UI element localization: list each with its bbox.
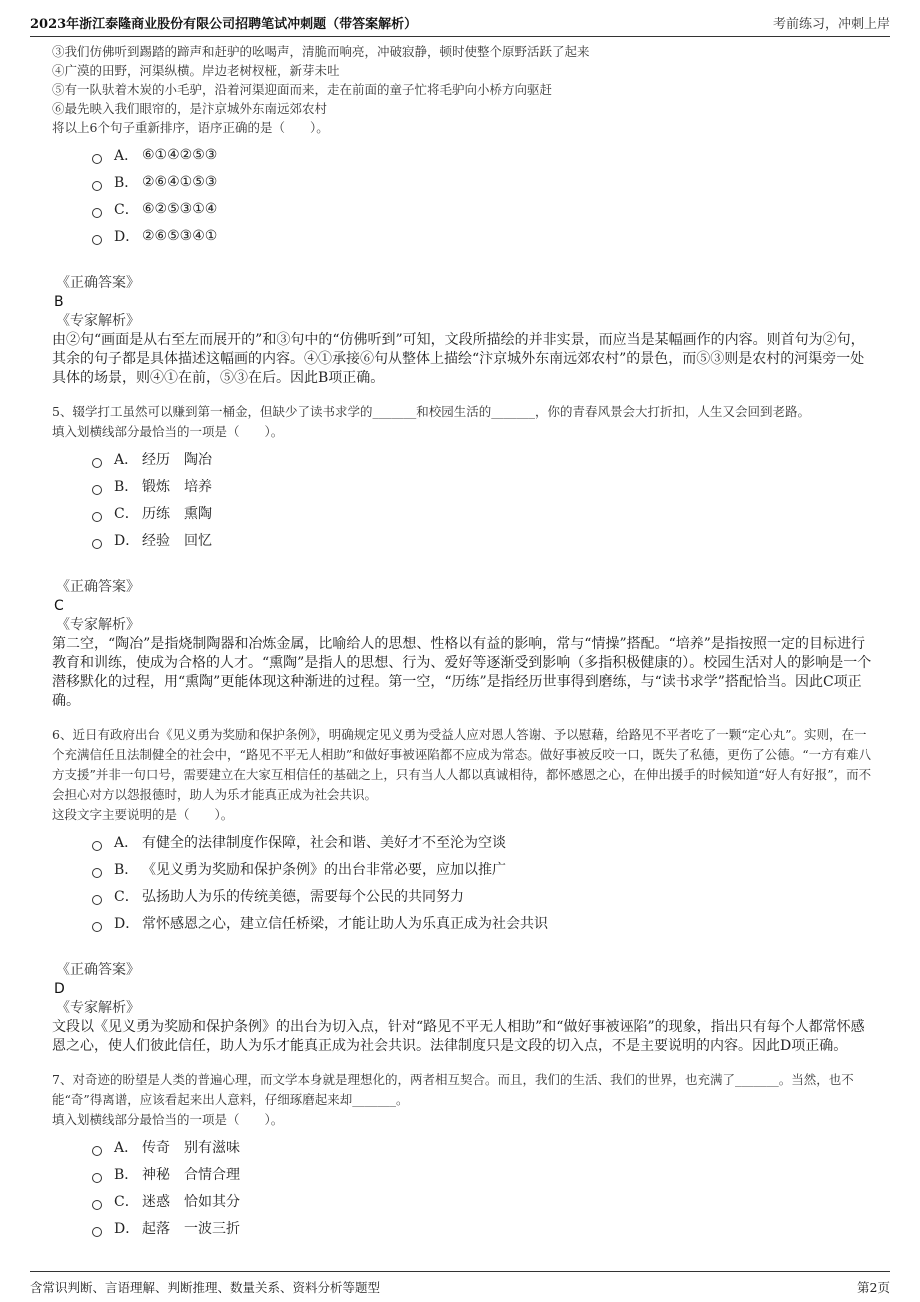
- answer-label: 《正确答案》: [56, 962, 140, 978]
- radio-icon[interactable]: [92, 841, 102, 851]
- q4-options: [92, 141, 872, 249]
- q7-option-c[interactable]: C． 迷惑 恰如其分: [92, 1187, 872, 1214]
- answer-value: C: [54, 598, 64, 614]
- q4-option-a[interactable]: A． ⑥①④②⑤③: [92, 141, 872, 168]
- q7-option-b[interactable]: B． 神秘 合情合理: [92, 1160, 872, 1187]
- radio-icon[interactable]: [92, 895, 102, 905]
- q5-stem: 5、辍学打工虽然可以赚到第一桶金，但缺少了读书求学的_______和校园生活的_______，你的青春风景会大打折扣，人生又会回到老路。: [52, 404, 810, 419]
- radio-icon[interactable]: [92, 512, 102, 522]
- q4-option-b[interactable]: B． ②⑥④①⑤③: [92, 168, 872, 195]
- page-header: [30, 8, 890, 37]
- radio-icon[interactable]: [92, 154, 102, 164]
- question-6: [52, 725, 872, 1056]
- q6-option-a[interactable]: A． 有健全的法律制度作保障，社会和谐、美好才不至沦为空谈: [92, 828, 872, 855]
- answer-label: 《正确答案》: [56, 275, 140, 291]
- question-7: [52, 1070, 872, 1241]
- q4-line: ③我们仿佛听到踢踏的蹄声和赶驴的吆喝声，清脆而响亮，冲破寂静，顿时使整个原野活跃了起来: [52, 44, 590, 59]
- radio-icon[interactable]: [92, 485, 102, 495]
- document-title: 2023年浙江泰隆商业股份有限公司招聘笔试冲刺题（带答案解析）: [30, 17, 418, 32]
- q6-option-d[interactable]: D． 常怀感恩之心，建立信任桥梁，才能让助人为乐真正成为社会共识: [92, 909, 872, 936]
- q6-stem: 6、近日有政府出台《见义勇为奖励和保护条例》，明确规定见义勇为受益人应对恩人答谢、予以慰藉，给路见不平者吃了一颗“定心丸”。实则，在一个充满信任且法制健全的社会中，“路见不平无人相助”和做好事被诬陷都不应成为常态。做好事被反咬一口，既失了私德，更伤了公德。“一方有难八方支援”并非一句口号，需要建立在大家互相信任的基础之上，只有当人人都以真诚相待，都怀感恩之心，在伸出援手的时候知道“好人有好报”，而不会担心对方以怨报德时，助人为乐才能真正成为社会共识。: [52, 727, 872, 802]
- answer-value: D: [54, 981, 65, 997]
- q5-option-a[interactable]: A． 经历 陶冶: [92, 445, 872, 472]
- q6-answer-block: [52, 960, 872, 1056]
- q5-option-d[interactable]: D． 经验 回忆: [92, 526, 872, 553]
- radio-icon[interactable]: [92, 1146, 102, 1156]
- analysis-text: 第二空，“陶冶”是指烧制陶器和冶炼金属，比喻给人的思想、性格以有益的影响，常与“情操”搭配。“培养”是指按照一定的目标进行教育和训练，使成为合格的人才。“熏陶”是指人的思想、行为、爱好等逐渐受到影响（多指积极健康的）。校园生活对人的影响是一个潜移默化的过程，用“熏陶”更能体现这种渐进的过程。第一空，“历练”是指经历世事得到磨练，与“读书求学”搭配恰当。因此C项正确。: [52, 636, 872, 709]
- q7-option-a[interactable]: A． 传奇 别有滋味: [92, 1133, 872, 1160]
- q4-line: ④广漠的田野，河渠纵横。岸边老树杈桠，新芽未吐: [52, 63, 340, 78]
- question-4: [52, 42, 872, 388]
- q7-option-d[interactable]: D． 起落 一波三折: [92, 1214, 872, 1241]
- question-5: [52, 402, 872, 711]
- radio-icon[interactable]: [92, 1173, 102, 1183]
- radio-icon[interactable]: [92, 181, 102, 191]
- analysis-label: 《专家解析》: [56, 617, 140, 633]
- radio-icon[interactable]: [92, 458, 102, 468]
- q6-prompt: 这段文字主要说明的是（ ）。: [52, 807, 234, 822]
- q4-option-c[interactable]: C． ⑥②⑤③①④: [92, 195, 872, 222]
- radio-icon[interactable]: [92, 868, 102, 878]
- q4-line: ⑤有一队驮着木炭的小毛驴，沿着河渠迎面而来，走在前面的童子忙将毛驴向小桥方向驱赶: [52, 82, 553, 97]
- q4-line: ⑥最先映入我们眼帘的，是汴京城外东南远郊农村: [52, 101, 328, 116]
- analysis-label: 《专家解析》: [56, 313, 140, 329]
- q5-option-c[interactable]: C． 历练 熏陶: [92, 499, 872, 526]
- analysis-label: 《专家解析》: [56, 1000, 140, 1016]
- q6-option-b[interactable]: B． 《见义勇为奖励和保护条例》的出台非常必要，应加以推广: [92, 855, 872, 882]
- radio-icon[interactable]: [92, 208, 102, 218]
- q7-stem: 7、对奇迹的盼望是人类的普遍心理，而文学本身就是理想化的，两者相互契合。而且，我们的生活、我们的世界，也充满了_______。当然，也不能“奇”得离谱，应该看起来出人意料，仔细琢磨起来却_______。: [52, 1072, 854, 1107]
- q4-option-d[interactable]: D． ②⑥⑤③④①: [92, 222, 872, 249]
- radio-icon[interactable]: [92, 235, 102, 245]
- q5-answer-block: [52, 577, 872, 711]
- page-footer: [30, 1271, 890, 1302]
- q6-option-c[interactable]: C． 弘扬助人为乐的传统美德，需要每个公民的共同努力: [92, 882, 872, 909]
- analysis-text: 文段以《见义勇为奖励和保护条例》的出台为切入点，针对“路见不平无人相助”和“做好事被诬陷”的现象，指出只有每个人都常怀感恩之心，使人们彼此信任，助人为乐才能真正成为社会共识。法律制度只是文段的切入点，不是主要说明的内容。因此D项正确。: [52, 1019, 865, 1054]
- footer-topics: 含常识判断、言语理解、判断推理、数量关系、资料分析等题型: [30, 1280, 381, 1295]
- answer-label: 《正确答案》: [56, 579, 140, 595]
- q5-option-b[interactable]: B． 锻炼 培养: [92, 472, 872, 499]
- q4-answer-block: [52, 273, 872, 388]
- q7-options: [92, 1133, 872, 1241]
- q5-options: [92, 445, 872, 553]
- page-content: [52, 42, 872, 1241]
- answer-value: B: [54, 294, 64, 310]
- page-number: 第2页: [857, 1280, 890, 1295]
- header-slogan: 考前练习，冲刺上岸: [772, 17, 890, 32]
- q4-prompt: 将以上6个句子重新排序，语序正确的是（ ）。: [52, 120, 329, 135]
- radio-icon[interactable]: [92, 1200, 102, 1210]
- radio-icon[interactable]: [92, 1227, 102, 1237]
- analysis-text: 由②句“画面是从右至左而展开的”和③句中的“仿佛听到”可知，文段所描绘的并非实景，而应当是某幅画作的内容。则首句为②句，其余的句子都是具体描述这幅画的内容。④①承接⑥句从整体上描绘“汴京城外东南远郊农村”的景色，而⑤③则是农村的河渠旁一处具体的场景，则④①在前，⑤③在后。因此B项正确。: [52, 332, 865, 386]
- q7-prompt: 填入划横线部分最恰当的一项是（ ）。: [52, 1112, 284, 1127]
- q6-options: [92, 828, 872, 936]
- q5-prompt: 填入划横线部分最恰当的一项是（ ）。: [52, 424, 284, 439]
- radio-icon[interactable]: [92, 922, 102, 932]
- radio-icon[interactable]: [92, 539, 102, 549]
